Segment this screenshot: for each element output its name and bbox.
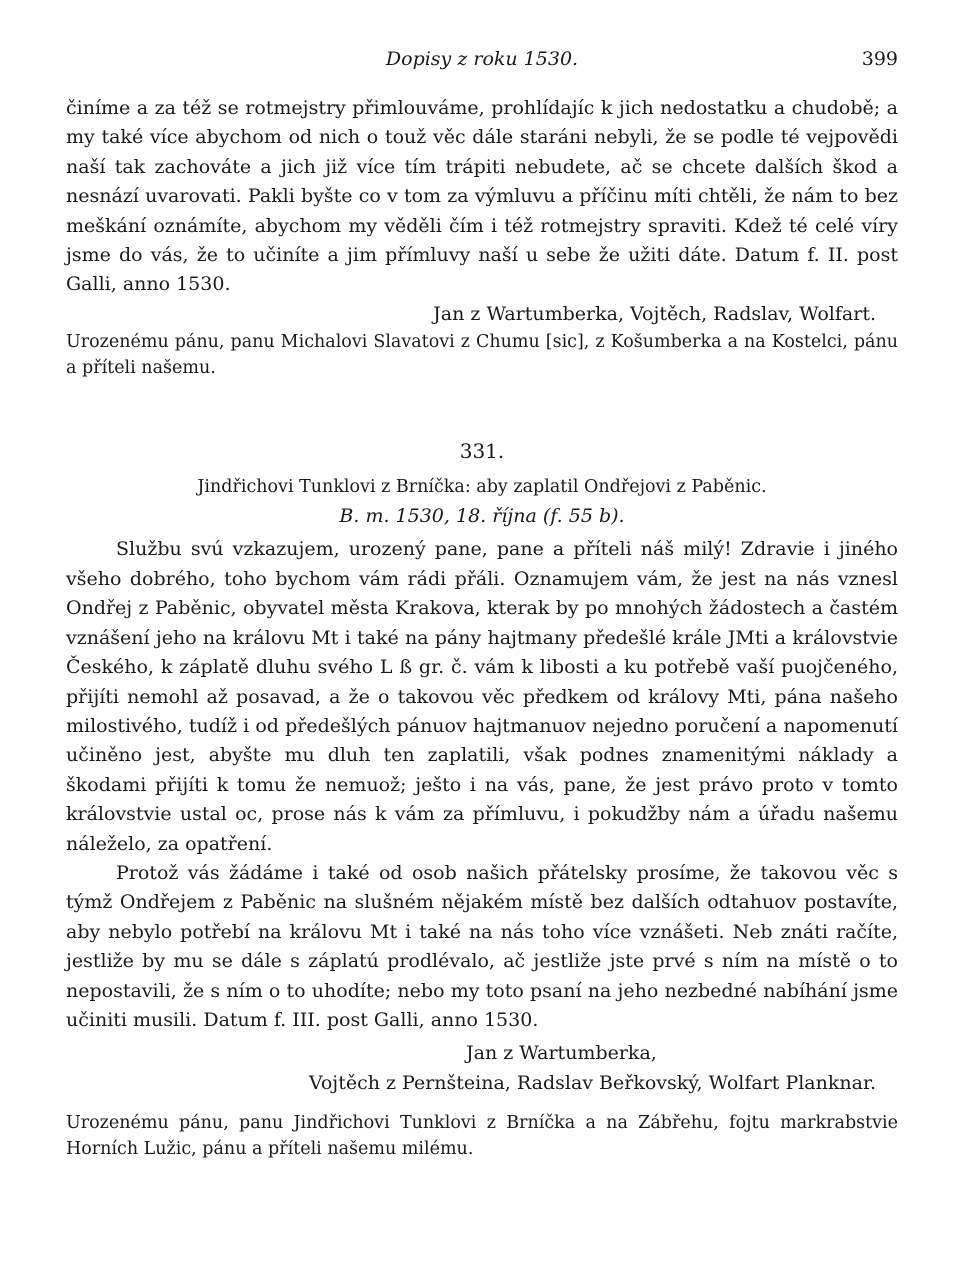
page-header [66, 48, 898, 80]
letter-330-address: Urozenému pánu, panu Michalovi Slavatovi z Chumu [sic], z Košumberka a na Kostelci, pánu a příteli našemu. [66, 332, 898, 379]
letter-331-paragraph-1: Službu svú vzkazujem, urozený pane, pane a příteli náš milý! Zdravie i jiného všeho dobrého, toho bychom vám rádi přáli. Oznamujem vám, že jest na nás vznesl Ondřej z Paběnic, obyvatel města Krakova, kterak by po mnohých žádostech a častém vznášení jeho na královu Mt i také na pány hajtmany předešlé krále JMti a královstvie Českého, k záplatě dluhu svého L ß gr. č. vám k libosti a ku potřebě vaší puojčeného, přijíti nemohl až posavad, a že o takovou věc předkem od královy Mti, pána našeho milostivého, tudíž i od předešlých pánuov hajtmanuov nejedno poručení a napomenutí učiněno jest, abyšte mu dluh ten zaplatili, však podnes znamenitými náklady a škodami přijíti k tomu že nemuož; ješto i na vás, pane, že jest právo proto v tomto královstvie ustal oc, prose nás k vám za přímluvu, i pokudžby nám a úřadu našemu náleželo, za opatření. [66, 538, 898, 855]
document-page [66, 48, 898, 1162]
running-title: Dopisy z roku 1530. [385, 48, 579, 70]
letter-331-heading: Jindřichovi Tunklovi z Brníčka: aby zaplatil Ondřejovi z Paběnic. [197, 476, 767, 497]
letter-330-signature: Jan z Wartumberka, Vojtěch, Radslav, Wolfart. [433, 302, 876, 325]
letter-331-signature-line-2: Vojtěch z Pernšteina, Radslav Beřkovský, Wolfart Planknar. [308, 1071, 876, 1094]
letter-331-signature-line-1: Jan z Wartumberka, [466, 1042, 657, 1065]
letter-331-number: 331. [459, 439, 505, 464]
letter-330-body: činíme a za též se rotmejstry přimlouváme, prohlídajíc k jich nedostatku a chudobě; a my také více abychom od nich o touž věc dále staráni nebyli, že se podle té vejpovědi naší tak zachováte a jich již více tím trápiti nebudete, ač se chcete dalších škod a nesnází uvarovati. Pakli byšte co v tom za výmluvu a příčinu míti chtěli, že nám to bez meškání oznámíte, abychom my věděli čím i též rotmejstry spraviti. Kdež té celé víry jsme do vás, že to učiníte a jim přímluvy naší u sebe že užiti dáte. Datum f. II. post Galli, anno 1530. [66, 97, 898, 296]
letter-331-address: Urozenému pánu, panu Jindřichovi Tunklovi z Brníčka a na Zábřehu, fojtu markrabstvie Horních Lužic, pánu a příteli našemu milému. [66, 1113, 898, 1160]
letter-331-paragraph-2: Protož vás žádáme i také od osob našich přátelsky prosíme, že takovou věc s týmž Ondřejem z Paběnic na slušném nějakém místě bez dalších odtahuov postavíte, aby nebylo potřebí na královu Mt i také na nás toho více vznášeti. Neb znáti račíte, jestliže by mu se dále s záplatú prodlévalo, ač jestliže jste prvé s ním na místě o to nepostavili, že s ním o to uhodíte; nebo my toto psaní na jeho nezbedné nabíhání jsme učiniti musili. Datum f. III. post Galli, anno 1530. [66, 861, 898, 1031]
letter-331-date: B. m. 1530, 18. října (f. 55 b). [339, 505, 625, 528]
page-number: 399 [861, 48, 898, 70]
